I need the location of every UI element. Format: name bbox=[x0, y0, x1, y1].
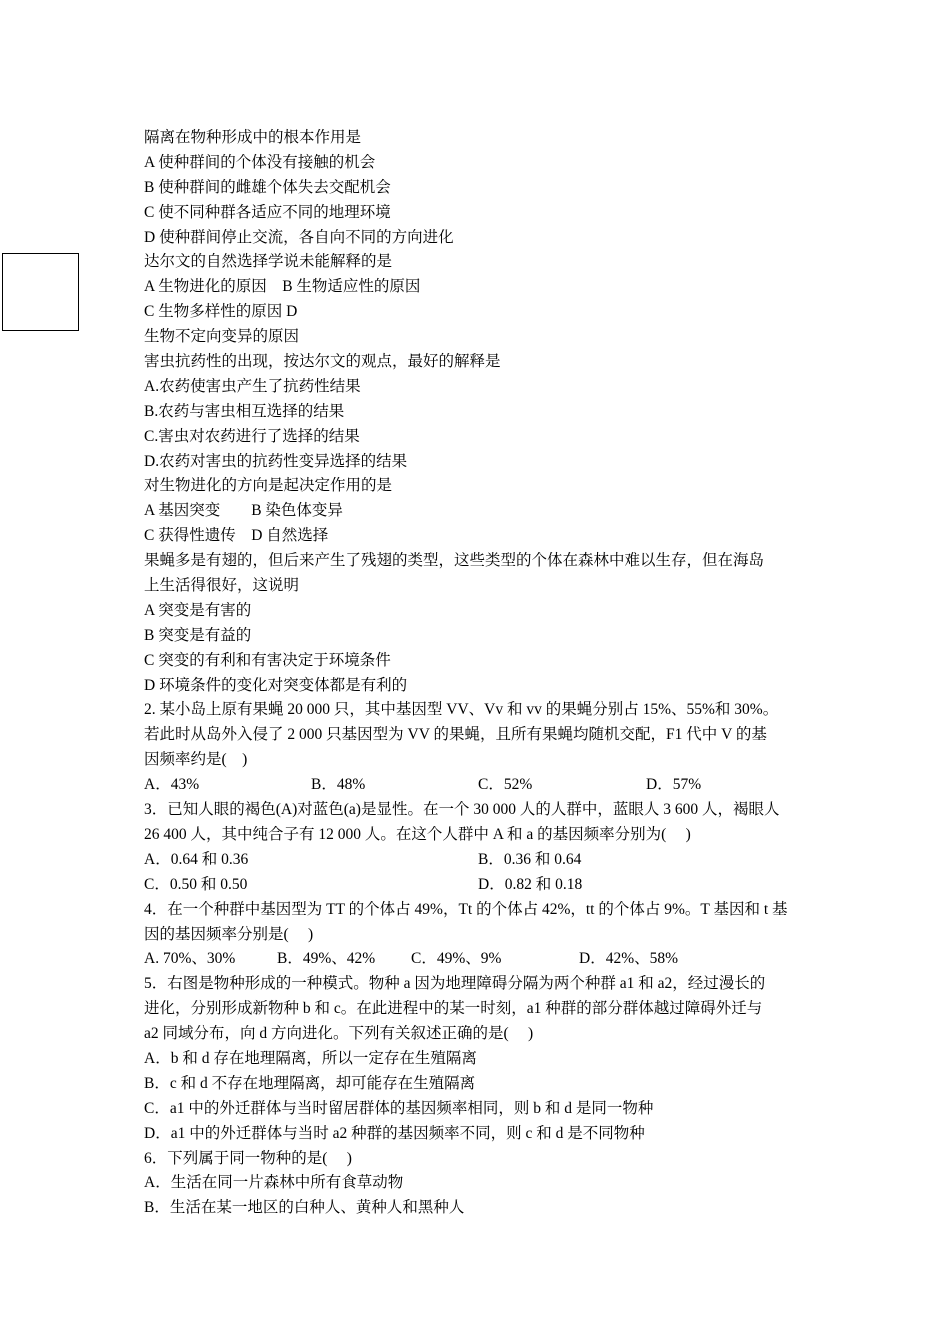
question-3-options-row-1 bbox=[144, 848, 812, 873]
option-d: D．57% bbox=[646, 776, 702, 794]
option-c: C．52% bbox=[478, 776, 533, 794]
option-line: A．b 和 d 存在地理隔离，所以一定存在生殖隔离 bbox=[144, 1049, 477, 1067]
question-4-line: 4．在一个种群中基因型为 TT 的个体占 49%，Tt 的个体占 42%，tt 的个体占 9%。T 基因和 t 基 bbox=[144, 900, 788, 918]
option-line: C.害虫对农药进行了选择的结果 bbox=[144, 427, 360, 445]
option-line: D 使种群间停止交流，各自向不同的方向进化 bbox=[144, 228, 454, 246]
option-line: D．a1 中的外迁群体与当时 a2 种群的基因频率不同，则 c 和 d 是不同物种 bbox=[144, 1124, 645, 1142]
question-5-line: a2 同域分布，向 d 方向进化。下列有关叙述正确的是( ) bbox=[144, 1025, 534, 1043]
question-3-options-row-2 bbox=[144, 873, 812, 898]
question-line: 达尔文的自然选择学说未能解释的是 bbox=[144, 253, 393, 271]
option-line: A 使种群间的个体没有接触的机会 bbox=[144, 153, 376, 171]
option-line: C 获得性遗传 D 自然选择 bbox=[144, 527, 329, 545]
question-line: 果蝇多是有翅的，但后来产生了残翅的类型，这些类型的个体在森林中难以生存，但在海岛 bbox=[144, 552, 765, 570]
option-line: A 突变是有害的 bbox=[144, 601, 252, 619]
option-line: B．c 和 d 不存在地理隔离，却可能存在生殖隔离 bbox=[144, 1074, 476, 1092]
option-b: B．49%、42% bbox=[277, 950, 376, 968]
option-line: D.农药对害虫的抗药性变异选择的结果 bbox=[144, 452, 408, 470]
question-2-line: 2. 某小岛上原有果蝇 20 000 只，其中基因型 VV、Vv 和 vv 的果蝇分别占 15%、55%和 30%。 bbox=[144, 701, 779, 719]
option-line: 生物不定向变异的原因 bbox=[144, 328, 300, 346]
option-line: A 基因突变 B 染色体变异 bbox=[144, 502, 343, 520]
question-line: 害虫抗药性的出现，按达尔文的观点，最好的解释是 bbox=[144, 353, 501, 371]
option-line: C 生物多样性的原因 D bbox=[144, 303, 298, 321]
question-line: 对生物进化的方向是起决定作用的是 bbox=[144, 477, 393, 495]
blank-box bbox=[2, 253, 79, 331]
option-line: C 突变的有利和有害决定于环境条件 bbox=[144, 651, 391, 669]
question-line: 隔离在物种形成中的根本作用是 bbox=[144, 129, 362, 146]
option-c: C．49%、9% bbox=[411, 950, 502, 968]
option-a: A. 70%、30% bbox=[144, 950, 236, 968]
option-line: B.农药与害虫相互选择的结果 bbox=[144, 402, 345, 420]
option-d: D．42%、58% bbox=[579, 950, 679, 968]
option-d: D．0.82 和 0.18 bbox=[478, 875, 583, 893]
question-4-options bbox=[144, 947, 812, 972]
question-line: 上生活得很好，这说明 bbox=[144, 577, 300, 595]
question-4-line: 因的基因频率分别是( ) bbox=[144, 925, 314, 943]
question-5-line: 进化，分别形成新物种 b 和 c。在此进程中的某一时刻，a1 种群的部分群体越过障碍外迁与 bbox=[144, 1000, 763, 1018]
option-a: A．0.64 和 0.36 bbox=[144, 850, 249, 868]
option-line: A 生物进化的原因 B 生物适应性的原因 bbox=[144, 278, 421, 296]
question-2-line: 因频率约是( ) bbox=[144, 751, 248, 769]
option-line: B 突变是有益的 bbox=[144, 626, 252, 644]
option-a: A．43% bbox=[144, 776, 200, 794]
question-2-line: 若此时从岛外入侵了 2 000 只基因型为 VV 的果蝇，且所有果蝇均随机交配，F1 代中 V 的基 bbox=[144, 726, 767, 744]
option-line: A.农药使害虫产生了抗药性结果 bbox=[144, 377, 361, 395]
option-b: B．0.36 和 0.64 bbox=[478, 850, 582, 868]
option-line: C 使不同种群各适应不同的地理环境 bbox=[144, 203, 391, 221]
question-2-options bbox=[144, 773, 812, 798]
option-line: C．a1 中的外迁群体与当时留居群体的基因频率相同，则 b 和 d 是同一物种 bbox=[144, 1099, 654, 1117]
option-line: B 使种群间的雌雄个体失去交配机会 bbox=[144, 178, 391, 196]
question-6-line: 6．下列属于同一物种的是( ) bbox=[144, 1149, 352, 1167]
question-3-line: 3．已知人眼的褐色(A)对蓝色(a)是显性。在一个 30 000 人的人群中，蓝眼人 3 600 人，褐眼人 bbox=[144, 801, 780, 819]
question-3-line: 26 400 人，其中纯合子有 12 000 人。在这个人群中 A 和 a 的基因频率分别为( ) bbox=[144, 825, 691, 843]
option-c: C．0.50 和 0.50 bbox=[144, 875, 248, 893]
option-line: A．生活在同一片森林中所有食草动物 bbox=[144, 1174, 404, 1192]
option-line: D 环境条件的变化对突变体都是有利的 bbox=[144, 676, 408, 694]
option-b: B．48% bbox=[311, 776, 366, 794]
option-line: B．生活在某一地区的白种人、黄种人和黑种人 bbox=[144, 1199, 465, 1217]
question-5-line: 5．右图是物种形成的一种模式。物种 a 因为地理障碍分隔为两个种群 a1 和 a2，经过漫长的 bbox=[144, 975, 766, 993]
document-body bbox=[144, 126, 812, 1221]
